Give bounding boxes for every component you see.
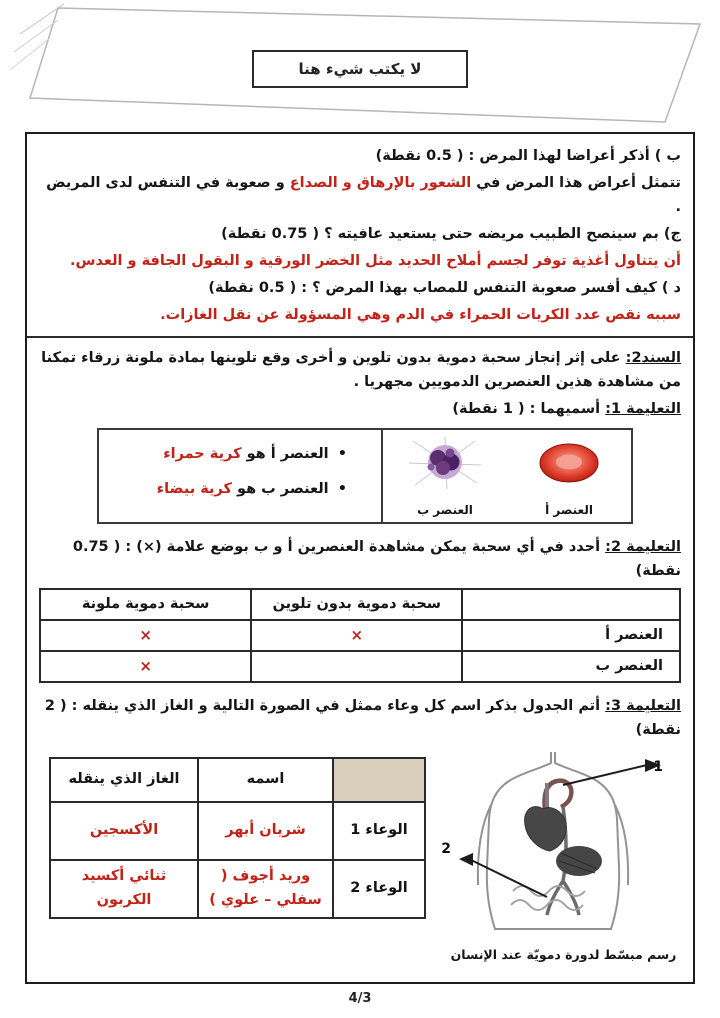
answer-b-pre: تتمثل أعراض هذا المرض في [476,174,681,191]
bullet-icon: • [337,446,347,463]
task-2-label: التعليمة 2: [605,539,681,556]
table-row [50,802,425,860]
page-number: 4/3 [348,991,372,1006]
task-1-text: أسميهما : ( 1 نقطة) [452,401,601,418]
answer-d-handwritten: سببه نقص عدد الكريات الحمراء في الدم وهي المسؤولة عن نقل الغازات. [160,306,681,323]
smears-header-stained: سحبة دموية ملونة [40,589,251,620]
no-write-label: لا يكتب شيء هنا [298,60,422,78]
task3-content-row [39,749,681,966]
row-label-element-b: العنصر ب [462,651,680,682]
micrograph-panel [381,430,631,522]
table-row [40,651,680,682]
vessels-header-gas: الغاز الذي ينقله [50,758,198,802]
element-b-figure [405,435,485,521]
answer-b-handwritten: الشعور بالإرهاق و الصداع [289,174,472,191]
element-a-line [105,443,347,467]
element-a-label: العنصر أ [545,503,593,518]
vessel-1-label: 1 [653,758,663,775]
support-2-label: السند2: [625,350,681,367]
smears-table [39,588,681,683]
element-b-label: العنصر ب [417,503,473,518]
element-b-pre: العنصر ب هو [236,481,329,498]
support-2-text: على إثر إنجاز سحبة دموية بدون تلوين و أخرى وقع تلوينها بمادة ملونة زرقاء تمكنا من مشاهدة هذين العنصرين الدمويين مجهريا . [41,350,681,391]
element-a-figure [529,435,609,521]
table-row [40,620,680,651]
vessel-2-name: وريد أجوف ( سفلي – علوي ) [198,860,333,918]
blood-elements-panel [97,428,633,524]
vessel-2-gas: ثنائي أكسيد الكربون [50,860,198,918]
answer-c-handwritten: أن يتناول أغذية توفر لجسم أملاح الحديد مثل الخضر الورقية و البقول الجافة و العدس. [70,252,681,269]
task-3-label: التعليمة 3: [605,698,681,715]
table-row [50,860,425,918]
human-torso-diagram [441,749,676,934]
scan-top-decoration [0,0,720,130]
smears-header-empty [462,589,680,620]
answer-sheet-body [25,132,695,984]
task-1-label: التعليمة 1: [605,401,681,418]
question-b: ب ) أذكر أعراضا لهذا المرض : ( 0.5 نقطة) [375,148,681,164]
mark-a-unstained: × [251,620,462,651]
circulation-figure [441,749,681,966]
white-blood-cell-image [405,435,485,491]
row-label-element-a: العنصر أ [462,620,680,651]
vessels-table [49,757,426,919]
figure-caption: رسم مبسّط لدورة دمويّة عند الإنسان [450,946,677,962]
support-2-paragraph [39,347,681,395]
question-c: ج) بم سينصح الطبيب مريضه حتى يستعيد عافيته ؟ ( 0.75 نقطة) [221,225,681,242]
element-b-line [105,478,347,502]
mark-a-stained: × [40,620,251,651]
task-1-heading [39,398,681,422]
table-row [50,758,425,802]
vessels-header-name: اسمه [198,758,333,802]
mark-b-unstained [251,651,462,682]
smears-header-unstained: سحبة دموية بدون تلوين [251,589,462,620]
vessels-corner-cell [333,758,425,802]
element-b-answer: كرية بيضاء [156,481,232,498]
no-write-box [252,50,468,88]
red-blood-cell-image [529,435,609,491]
vessel-1-gas: الأكسجين [50,802,198,860]
table-row [40,589,680,620]
vessel-1-name: شريان أبهر [198,802,333,860]
vessel-1-row-label: الوعاء 1 [333,802,425,860]
bullet-icon: • [337,481,347,498]
task-2-text: أحدد في أي سحبة يمكن مشاهدة العنصرين أ و ب بوضع علامة (×) : ( 0.75 نقطة) [72,539,681,580]
vessel-2-label: 2 [441,840,451,857]
task-3-heading [39,695,681,743]
task-2-heading [39,536,681,584]
element-a-answer: كرية حمراء [163,446,242,463]
task-3-text: أتم الجدول بذكر اسم كل وعاء ممثل في الصورة التالية و الغاز الذي ينقله : ( 2 نقطة) [44,698,681,738]
element-names-panel [99,430,381,522]
answer-b [39,172,681,220]
question-d: د ) كيف أفسر صعوبة التنفس للمصاب بهذا المرض ؟ : ( 0.5 نقطة) [208,279,681,296]
answer-b-post: و صعوبة في التنفس لدى المريض . [46,174,681,215]
vessel-2-row-label: الوعاء 2 [333,860,425,918]
section-divider [27,336,693,338]
element-a-pre: العنصر أ هو [246,446,329,463]
mark-b-stained: × [40,651,251,682]
